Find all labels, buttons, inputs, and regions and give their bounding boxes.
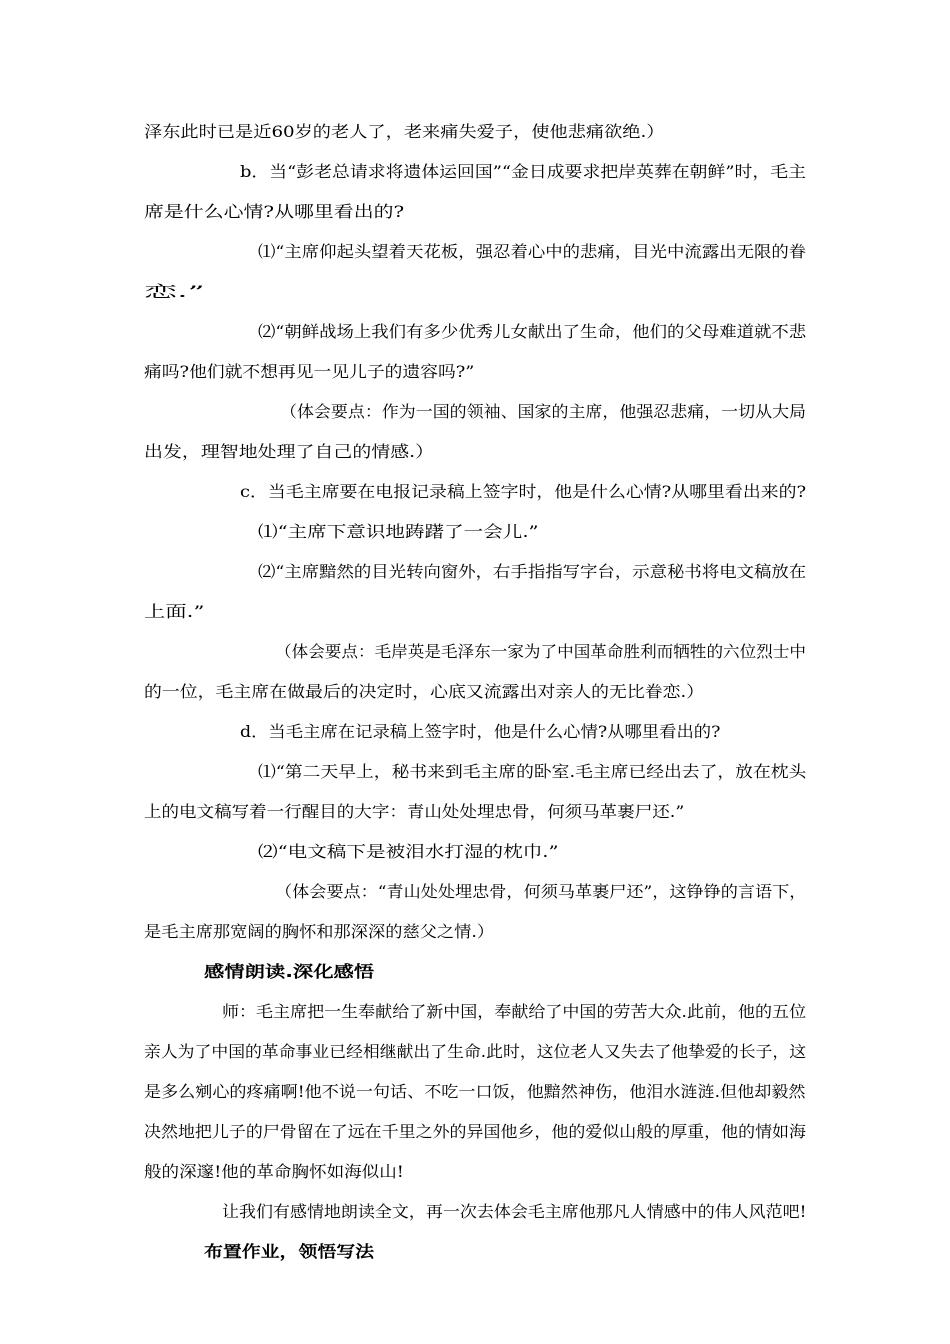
annotation-line: 是毛主席那宽阔的胸怀和那深深的慈父之情.） (144, 922, 495, 941)
text-line: 席是什么心情?从哪里看出的? (144, 202, 405, 221)
text-line: b．当“彭老总请求将遗体运回国”“金日成要求把岸英葬在朝鲜”时，毛主 (240, 162, 806, 181)
text-line: 恋.” (144, 282, 205, 301)
text-line: ⑴“第二天早上，秘书来到毛主席的卧室.毛主席已经出去了，放在枕头 (258, 762, 807, 781)
paragraph-line: 亲人为了中国的革命事业已经相继献出了生命.此时，这位老人又失去了他挚爱的长子，这 (144, 1042, 807, 1061)
text-line: 上的电文稿写着一行醒目的大字：青山处处埋忠骨，何须马革裹尸还.” (144, 802, 685, 821)
text-line: ⑵“朝鲜战场上我们有多少优秀儿女献出了生命，他们的父母难道就不悲 (258, 322, 807, 341)
text-line: 泽东此时已是近60岁的老人了，老来痛失爱子，使他悲痛欲绝.） (144, 122, 665, 141)
section-heading: 布置作业，领悟写法 (204, 1242, 375, 1261)
paragraph-line: 是多么剜心的疼痛啊!他不说一句话、不吃一口饭，他黯然神伤，他泪水涟涟.但他却毅然 (144, 1082, 806, 1101)
text-line: c．当毛主席要在电报记录稿上签字时，他是什么心情?从哪里看出来的? (240, 482, 807, 501)
text-line: d．当毛主席在记录稿上签字时，他是什么心情?从哪里看出的? (240, 722, 721, 741)
section-heading: 感情朗读.深化感悟 (204, 962, 375, 981)
annotation-line: （体会要点：作为一国的领袖、国家的主席，他强忍悲痛，一切从大局 (280, 402, 807, 421)
paragraph-line: 让我们有感情地朗读全文，再一次去体会毛主席他那凡人情感中的伟人风范吧! (222, 1202, 807, 1221)
paragraph-line: 般的深邃!他的革命胸怀如海似山! (144, 1162, 404, 1181)
text-line: 上面.” (144, 602, 205, 621)
annotation-line: 的一位，毛主席在做最后的决定时，心底又流露出对亲人的无比眷恋.） (144, 682, 705, 701)
text-line: 痛吗?他们就不想再见一见儿子的遗容吗?” (144, 362, 475, 381)
text-line: ⑵“主席黯然的目光转向窗外，右手指指写字台，示意秘书将电文稿放在 (258, 562, 807, 581)
paragraph-line: 师：毛主席把一生奉献给了新中国，奉献给了中国的劳苦大众.此前，他的五位 (222, 1002, 807, 1021)
annotation-line: （体会要点：“青山处处埋忠骨，何须马革裹尸还”，这铮铮的言语下， (275, 882, 807, 901)
text-line: ⑵“电文稿下是被泪水打湿的枕巾.” (258, 842, 559, 861)
annotation-line: 出发，理智地处理了自己的情感.） (144, 442, 435, 461)
paragraph-line: 决然地把儿子的尸骨留在了远在千里之外的异国他乡，他的爱似山般的厚重，他的情如海 (144, 1122, 807, 1141)
annotation-line: （体会要点：毛岸英是毛泽东一家为了中国革命胜利而牺牲的六位烈士中 (275, 642, 807, 661)
text-line: ⑴“主席下意识地踌躇了一会儿.” (258, 522, 539, 541)
text-line: ⑴“主席仰起头望着天花板，强忍着心中的悲痛，目光中流露出无限的眷 (258, 242, 807, 261)
